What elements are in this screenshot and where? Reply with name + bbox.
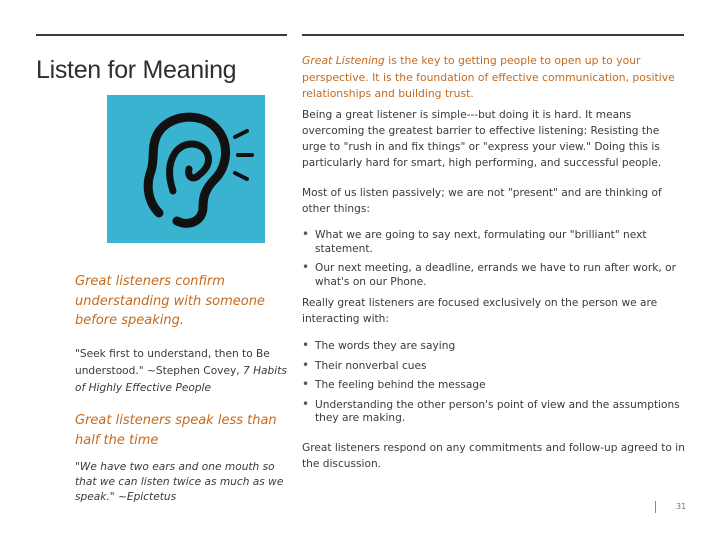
paragraph-follow-up: Great listeners respond on any commitments and follow-up agreed to in the discussion.	[302, 442, 685, 470]
bullet-list-focus	[302, 340, 686, 432]
bullet-dot: •	[302, 357, 310, 372]
intro-emphasis: Great Listening	[302, 54, 385, 67]
bullet-dot: •	[302, 338, 310, 352]
list-item: • Their nonverbal cues	[302, 357, 427, 372]
quote-speak-less: Great listeners speak less than half the time	[75, 413, 277, 448]
page-number: 31	[676, 502, 687, 511]
quote-covey	[75, 346, 290, 397]
quote-covey-book: 7 Habits of Highly Effective People	[75, 365, 287, 394]
intro-rest: is the key to getting people to open up to your perspective. It is the foundation of effective communication, positive relationships and building trust.	[302, 54, 675, 100]
bullet-dot: •	[302, 227, 310, 241]
paragraph-listen-passively: Most of us listen passively; we are not "present" and are thinking of other things:	[302, 187, 662, 215]
list-item: • Our next meeting, a deadline, errands we have to run after work, or what's on our Phone.	[302, 260, 676, 288]
intro-paragraph	[302, 53, 686, 103]
ear-image	[107, 95, 265, 243]
list-item: • What we are going to say next, formulating our "brilliant" next statement.	[302, 227, 647, 255]
quote-confirm-understanding: Great listeners confirm understanding with someone before speaking.	[75, 274, 265, 328]
paragraph-great-listeners-focused: Really great listeners are focused exclusively on the person we are interacting with:	[302, 297, 658, 325]
paragraph-simple-but-hard: Being a great listener is simple---but doing it is hard. It means overcoming the greatest barrier to effective listening: Resisting the urge to "rush in and fix things" or "express your view." Doing this is particularly hard for smart, high performing, and successful people.	[302, 109, 662, 169]
bullet-list-distractions	[302, 229, 686, 295]
list-item: • The words they are saying	[302, 338, 456, 352]
top-rule-right	[302, 34, 684, 36]
slide-title: Listen for Meaning	[36, 56, 237, 84]
ear-icon	[107, 95, 265, 243]
quote-epictetus: "We have two ears and one mouth so that we can listen twice as much as we speak." ~Epictetus	[75, 461, 284, 503]
list-item: • The feeling behind the message	[302, 377, 486, 391]
bullet-dot: •	[302, 377, 310, 391]
footer-divider	[655, 501, 656, 513]
bullet-dot: •	[302, 396, 310, 411]
bullet-dot: •	[302, 260, 310, 274]
quote-covey-text: "Seek first to understand, then to Be understood." ~Stephen Covey,	[75, 348, 270, 377]
list-item: • Understanding the other person's point of view and the assumptions they are making.	[302, 396, 680, 424]
top-rule-left	[36, 34, 287, 36]
